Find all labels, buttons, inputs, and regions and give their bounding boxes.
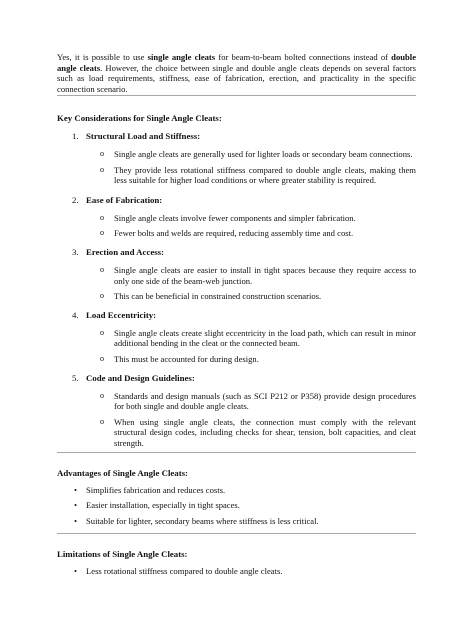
item-title: Ease of Fabrication: (86, 194, 163, 205)
item-number: 3. (72, 246, 79, 257)
circle-bullet-icon: o (100, 390, 104, 400)
item-title: Structural Load and Stiffness: (86, 131, 201, 141)
circle-bullet-icon: o (100, 212, 104, 222)
intro-paragraph (57, 52, 416, 95)
advantages-list (57, 485, 416, 527)
circle-bullet-icon: o (100, 353, 104, 363)
list-item: • Easier installation, especially in tight spaces. (57, 500, 416, 511)
sub-item: o Fewer bolts and welds are required, reducing assembly time and cost. (57, 228, 416, 239)
bullet-icon: • (74, 515, 78, 526)
circle-bullet-icon: o (100, 228, 104, 238)
document-page (57, 52, 416, 577)
bullet-icon: • (74, 484, 78, 495)
circle-bullet-icon: o (100, 416, 104, 426)
sub-item: o Single angle cleats are generally used for lighter loads or secondary beam connections. (57, 149, 416, 160)
list-item (57, 131, 416, 186)
key-considerations-heading: Key Considerations for Single Angle Cleats: (57, 113, 222, 123)
list-item: • Less rotational stiffness compared to double angle cleats. (57, 566, 416, 577)
circle-bullet-icon: o (100, 264, 104, 274)
list-item (57, 310, 416, 365)
item-title: Load Eccentricity: (86, 309, 157, 320)
intro-text-end: . However, the choice between single and double angle cleats depends on several factors such as load requirements, stiffness, ease of fabrication, erection, and practicality in the specific connection scenario. (57, 62, 416, 94)
advantages-heading: Advantages of Single Angle Cleats: (57, 467, 188, 478)
sub-item: o This can be beneficial in constrained construction scenarios. (57, 291, 416, 302)
circle-bullet-icon: o (100, 327, 104, 337)
circle-bullet-icon: o (100, 149, 104, 158)
intro-text-start: Yes, it is possible to use (57, 52, 148, 62)
intro-text-middle: for beam-to-beam bolted connections instead of (215, 52, 392, 62)
sub-item: o Single angle cleats are easier to install in tight spaces because they require access to only one side of the beam-web junction. (57, 265, 416, 286)
item-number: 2. (72, 194, 79, 205)
sub-item: o When using single angle cleats, the connection must comply with the relevant structural design codes, including checks for shear, tension, bolt capacities, and cleat strength. (57, 417, 416, 449)
item-number: 1. (72, 131, 79, 141)
bullet-icon: • (74, 566, 78, 577)
list-item (57, 373, 416, 449)
item-number: 4. (72, 309, 79, 320)
sub-item: o This must be accounted for during design. (57, 354, 416, 365)
list-item (57, 195, 416, 239)
item-title: Erection and Access: (86, 246, 165, 257)
intro-bold-double-angle-cleats: double angle cleats (57, 52, 417, 73)
item-number: 5. (72, 372, 79, 383)
sub-item: o Single angle cleats create slight eccentricity in the load path, which can result in minor additional bending in the cleat or the connected beam. (57, 328, 416, 349)
limitations-heading: Limitations of Single Angle Cleats: (57, 549, 188, 560)
circle-bullet-icon: o (100, 291, 104, 301)
sub-item: o Standards and design manuals (such as SCI P212 or P358) provide design procedures for both single and double angle cleats. (57, 391, 416, 412)
list-item: • Suitable for lighter, secondary beams where stiffness is less critical. (57, 516, 416, 527)
bullet-icon: • (74, 500, 78, 511)
intro-bold-single-angle-cleats: single angle cleats (147, 52, 216, 62)
sub-item: o Single angle cleats involve fewer components and simpler fabrication. (57, 213, 416, 224)
list-item (57, 247, 416, 302)
list-item: • Simplifies fabrication and reduces costs. (57, 485, 416, 496)
limitations-list (57, 566, 416, 577)
key-considerations-list (57, 131, 416, 449)
circle-bullet-icon: o (100, 164, 104, 174)
sub-item: o They provide less rotational stiffness compared to double angle cleats, making them less suitable for higher load conditions or where greater stability is required. (57, 165, 416, 186)
item-title: Code and Design Guidelines: (86, 372, 195, 383)
